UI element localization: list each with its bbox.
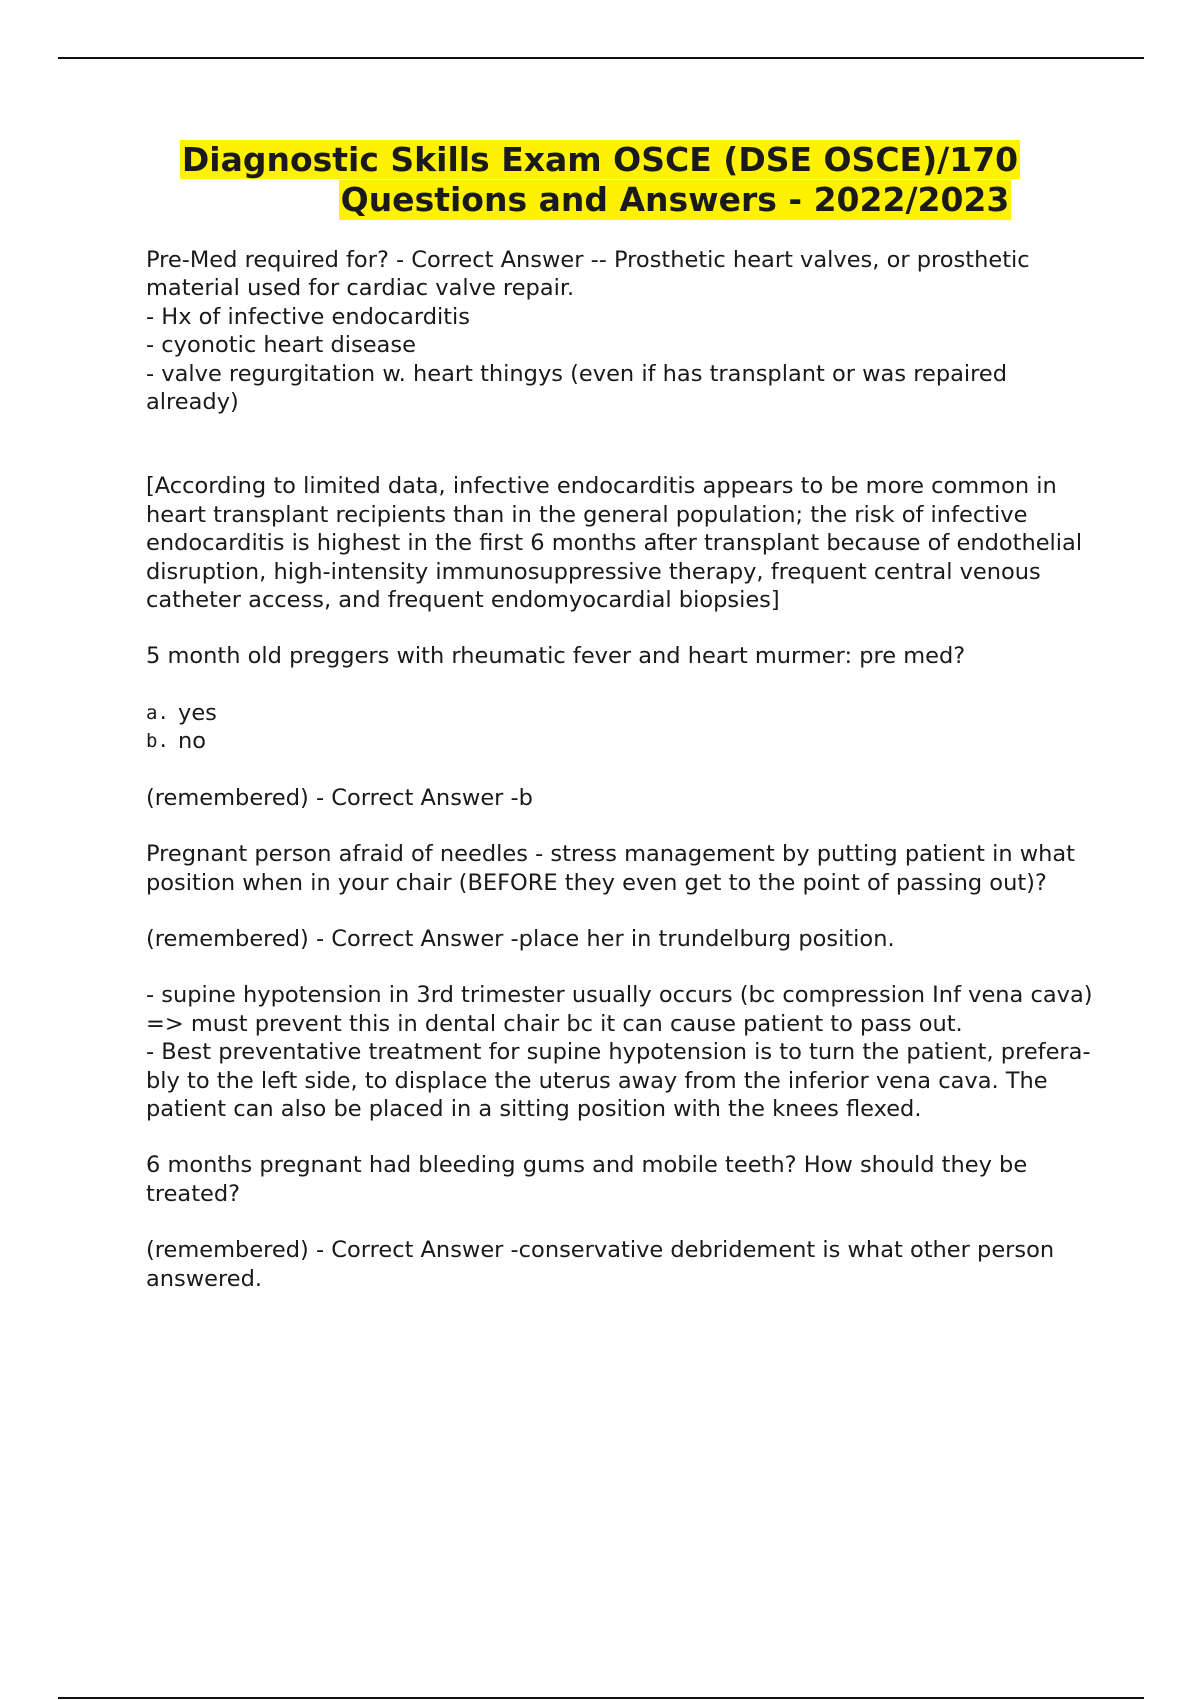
- answer-4: (remembered) - Correct Answer -conservative debridement is what other person answered.: [146, 1237, 1055, 1292]
- q1-bullet: - valve regurgitation w. heart thingys (even if has transplant or was repaired already): [146, 360, 1008, 416]
- answer-3-note: - Best preventative treatment for supine hypotension is to turn the patient, prefera-bly to the left side, to displace the uterus away from the inferior vena cava. The patient can also be placed in a sitting position with the knees flexed.: [146, 1039, 1091, 1122]
- answer-3: (remembered) - Correct Answer -place her in trundelburg position.: [146, 925, 895, 952]
- qa-content: [146, 246, 1106, 1293]
- title-line-2: Questions and Answers - 2022/2023: [340, 180, 1010, 219]
- question-1: Pre-Med required for? - Correct Answer -- Prosthetic heart valves, or prosthetic material used for cardiac valve repair.: [146, 247, 1030, 302]
- top-rule: [58, 57, 1144, 59]
- document-title: [0, 140, 1200, 220]
- answer-3-note: - supine hypotension in 3rd trimester usually occurs (bc compression Inf vena cava) => must prevent this in dental chair bc it can cause patient to pass out.: [146, 982, 1093, 1037]
- reference-note: [According to limited data, infective endocarditis appears to be more common in heart transplant recipients than in the general population; the risk of infective endocarditis is highest in the first 6 months after transplant because of endothelial disruption, high-intensity immunosuppressive therapy, frequent central venous catheter access, and frequent endomyocardial biopsies]: [146, 473, 1083, 614]
- q1-bullet: - Hx of infective endocarditis: [146, 303, 471, 330]
- q1-bullet: - cyonotic heart disease: [146, 332, 416, 359]
- title-line-1: Diagnostic Skills Exam OSCE (DSE OSCE)/170: [181, 140, 1019, 179]
- option-b: [146, 727, 1106, 755]
- question-2: 5 month old preggers with rheumatic fever and heart murmer: pre med?: [146, 643, 966, 670]
- option-letter: b.: [146, 730, 169, 753]
- option-letter: a.: [146, 701, 169, 724]
- question-4: 6 months pregnant had bleeding gums and mobile teeth? How should they be treated?: [146, 1152, 1028, 1207]
- bottom-rule: [58, 1697, 1144, 1699]
- answer-2: (remembered) - Correct Answer -b: [146, 784, 533, 811]
- question-3: Pregnant person afraid of needles - stress management by putting patient in what position when in your chair (BEFORE they even get to the point of passing out)?: [146, 841, 1076, 896]
- option-text: yes: [178, 699, 217, 726]
- option-a: [146, 699, 1106, 727]
- option-text: no: [178, 728, 207, 755]
